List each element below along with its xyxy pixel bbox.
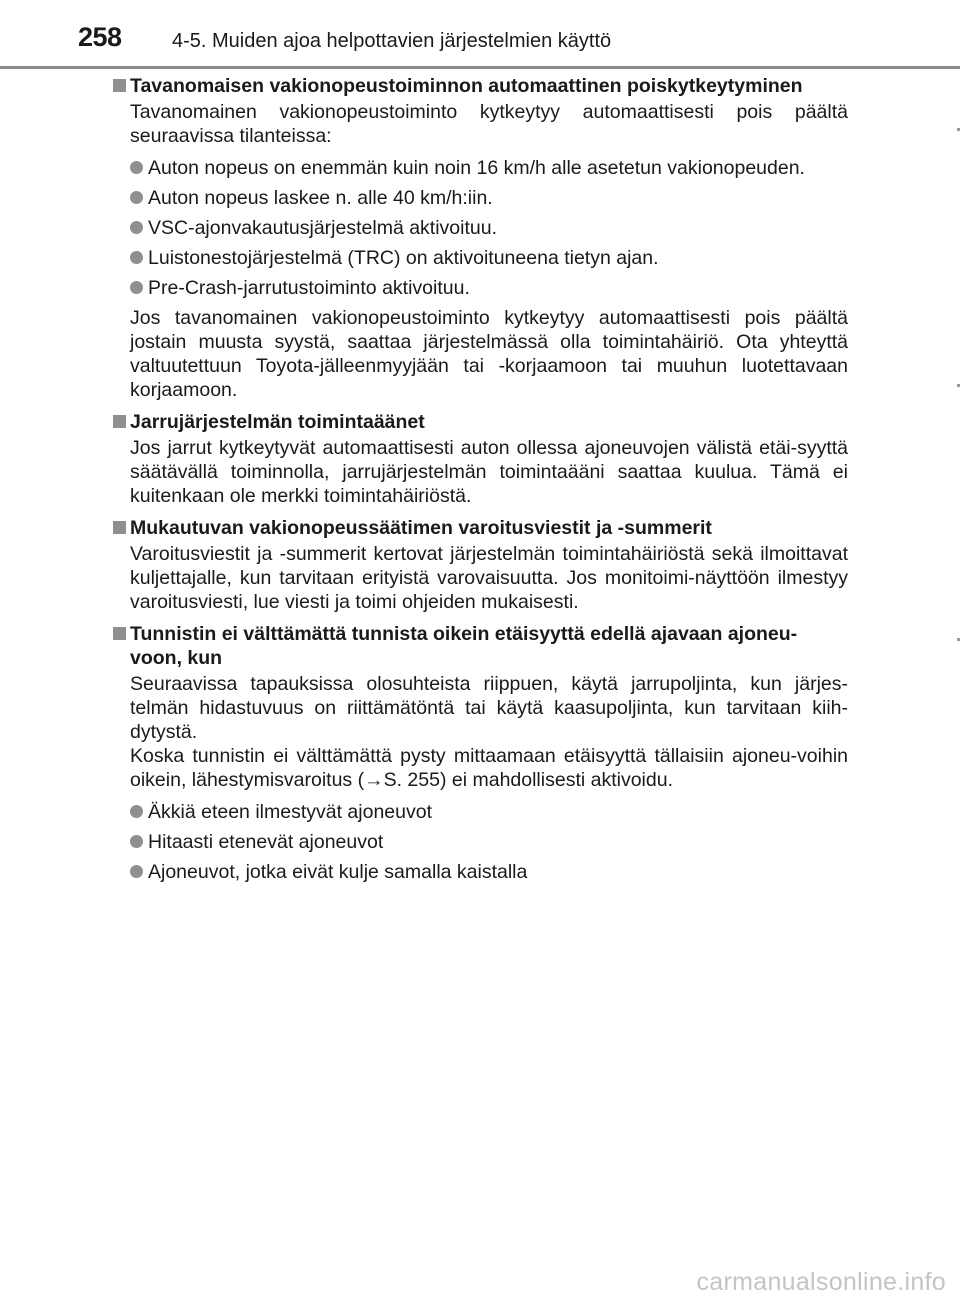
list-item-text: Auton nopeus on enemmän kuin noin 16 km/h alle asetetun vakionopeuden.	[148, 157, 805, 179]
list-item-text: Auton nopeus laskee n. alle 40 km/h:iin.	[148, 187, 493, 209]
paragraph-text: Koska tunnistin ei välttämättä pysty mittaamaan etäisyyttä tällaisiin ajoneu-voihin oikein, lähestymisvaroitus (	[130, 745, 848, 791]
list-item-text: Äkkiä eteen ilmestyvät ajoneuvot	[148, 801, 432, 823]
section-heading-text: Tunnistin ei välttämättä tunnista oikein etäisyyttä edellä ajavaan ajoneu-voon, kun	[130, 623, 798, 669]
page-reference: S. 255) ei mahdollisesti aktivoidu.	[383, 769, 673, 791]
paragraph: Varoitusviestit ja -summerit kertovat järjestelmän toimintahäiriöstä sekä ilmoittavat kuljettajalle, kun tarvitaan erityistä varovaisuutta. Jos monitoimi-näyttöön ilmestyy varoitusviesti, lue viesti ja toimi ohjeiden mukaisesti.	[130, 543, 848, 613]
section-heading-text: Tavanomaisen vakionopeustoiminnon automaattinen poiskytkeytyminen	[130, 75, 803, 97]
paragraph	[130, 744, 848, 792]
circle-bullet-icon	[130, 865, 143, 878]
circle-bullet-icon	[130, 191, 143, 204]
watermark: carmanualsonline.info	[696, 1268, 946, 1296]
section-heading	[110, 622, 848, 670]
list-item	[130, 860, 848, 884]
paragraph-text: Seuraavissa tapauksissa olosuhteista riippuen, käytä jarrupoljinta, kun järjes-telmän hidastuvuus on riittämätöntä tai käytä kaasupoljinta, kun tarvitaan kiih-dytystä.	[130, 673, 848, 743]
paragraph: Jos tavanomainen vakionopeustoiminto kytkeytyy automaattisesti pois päältä jostain muusta syystä, saattaa järjestelmässä olla toimintahäiriö. Ota yhteyttä valtuutettuun Toyota-jälleenmyyjään tai -korjaamoon tai muuhun luotettavaan korjaamoon.	[130, 307, 848, 401]
chapter-title: 4-5. Muiden ajoa helpottavien järjestelmien käyttö	[172, 30, 612, 52]
paragraph: Tavanomainen vakionopeustoiminto kytkeytyy automaattisesti pois päältä seuraavissa tilanteissa:	[130, 101, 848, 147]
list-item-text: Pre-Crash-jarrutustoiminto aktivoituu.	[148, 277, 470, 299]
section-warnings	[110, 516, 848, 614]
list-item	[130, 186, 848, 210]
section-sensor-detection	[110, 622, 848, 884]
section-auto-disengage	[110, 74, 848, 402]
paragraph: Jos jarrut kytkeytyvät automaattisesti auton ollessa ajoneuvojen välistä etäi-syyttä säätävällä toiminnolla, jarrujärjestelmän toimintaääni saattaa kuulua. Tämä ei kuitenkaan ole merkki toimintahäiriöstä.	[130, 437, 848, 507]
list-item	[130, 156, 848, 180]
arrow-right-icon: →	[364, 769, 384, 791]
square-bullet-icon	[113, 627, 126, 640]
list-item	[130, 246, 848, 270]
circle-bullet-icon	[130, 251, 143, 264]
section-heading-text: Mukautuvan vakionopeussäätimen varoitusviestit ja -summerit	[130, 517, 712, 539]
square-bullet-icon	[113, 79, 126, 92]
circle-bullet-icon	[130, 161, 143, 174]
list-item-text: Luistonestojärjestelmä (TRC) on aktivoituneena tietyn ajan.	[148, 247, 659, 269]
paragraph	[130, 672, 848, 744]
section-brake-sounds	[110, 410, 848, 508]
section-heading	[110, 74, 848, 98]
square-bullet-icon	[113, 521, 126, 534]
circle-bullet-icon	[130, 221, 143, 234]
circle-bullet-icon	[130, 835, 143, 848]
section-heading	[110, 410, 848, 434]
list-item	[130, 216, 848, 240]
page-content	[110, 74, 848, 890]
list-item	[130, 800, 848, 824]
list-item-text: Ajoneuvot, jotka eivät kulje samalla kaistalla	[148, 861, 528, 883]
section-heading-text: Jarrujärjestelmän toimintaäänet	[130, 411, 425, 433]
list-item	[130, 276, 848, 300]
circle-bullet-icon	[130, 281, 143, 294]
header-divider	[0, 66, 960, 69]
section-heading	[110, 516, 848, 540]
list-item	[130, 830, 848, 854]
list-item-text: Hitaasti etenevät ajoneuvot	[148, 831, 384, 853]
circle-bullet-icon	[130, 805, 143, 818]
square-bullet-icon	[113, 415, 126, 428]
list-item-text: VSC-ajonvakautusjärjestelmä aktivoituu.	[148, 217, 498, 239]
page-number: 258	[78, 22, 122, 52]
